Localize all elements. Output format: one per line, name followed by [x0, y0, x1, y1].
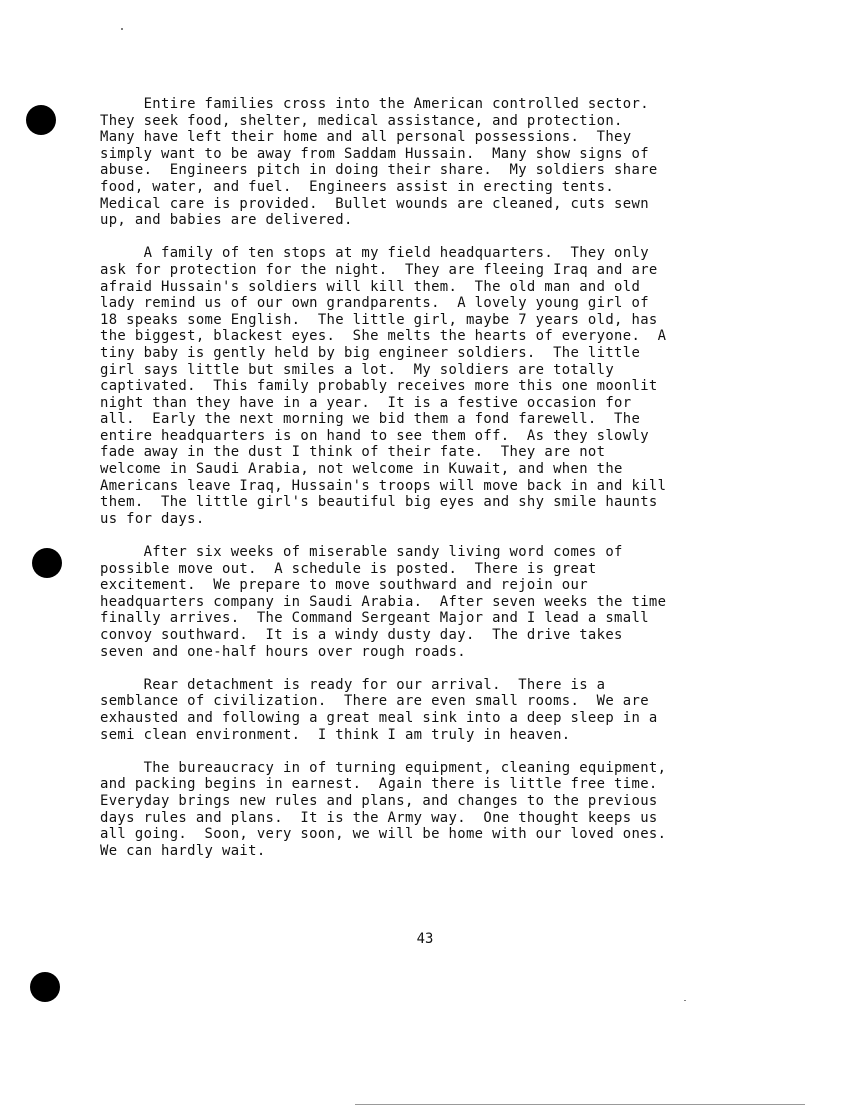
- body-text: [100, 96, 820, 876]
- punch-hole: [32, 548, 62, 578]
- scan-edge-line: [355, 1104, 805, 1105]
- scan-speck: [684, 1000, 686, 1001]
- scan-speck: [121, 28, 123, 30]
- paragraph: After six weeks of miserable sandy living word comes of possible move out. A schedule is posted. There is great excitement. We prepare to move southward and rejoin our headquarters company in Saudi Arabia. After seven weeks the time finally arrives. The Command Sergeant Major and I lead a small convoy southward. It is a windy dusty day. The drive takes seven and one-half hours over rough roads.: [100, 544, 667, 660]
- punch-hole: [26, 105, 56, 135]
- paragraph: The bureaucracy in of turning equipment, cleaning equipment, and packing begins in earnest. Again there is little free time. Everyday brings new rules and plans, and changes to the previous days rules and plans. It is the Army way. One thought keeps us all going. Soon, very soon, we will be home with our loved ones. We can hardly wait.: [100, 759, 667, 859]
- punch-hole: [30, 972, 60, 1002]
- paragraph: Rear detachment is ready for our arrival. There is a semblance of civilization. There are even small rooms. We are exhausted and following a great meal sink into a deep sleep in a semi clean environment. I think I am truly in heaven.: [100, 676, 658, 743]
- paragraph: Entire families cross into the American controlled sector. They seek food, shelter, medical assistance, and protection. Many have left their home and all personal possessions. They simply want to be away from Saddam Hussain. Many show signs of abuse. Engineers pitch in doing their share. My soldiers share food, water, and fuel. Engineers assist in erecting tents. Medical care is provided. Bullet wounds are cleaned, cuts sewn up, and babies are delivered.: [100, 96, 658, 229]
- page-number: 43: [416, 931, 434, 947]
- paragraph: A family of ten stops at my field headquarters. They only ask for protection for the night. They are fleeing Iraq and are afraid Hussain's soldiers will kill them. The old man and old lady remind us of our own grandparents. A lovely young girl of 18 speaks some English. The little girl, maybe 7 years old, has the biggest, blackest eyes. She melts the hearts of everyone. A tiny baby is gently held by big engineer soldiers. The little girl says little but smiles a lot. My soldiers are totally captivated. This family probably receives more this one moonlit night than they have in a year. It is a festive occasion for all. Early the next morning we bid them a fond farewell. The entire headquarters is on hand to see them off. As they slowly fade away in the dust I think of their fate. They are not welcome in Saudi Arabia, not welcome in Kuwait, and when the Americans leave Iraq, Hussain's troops will move back in and kill them. The little girl's beautiful big eyes and shy smile haunts us for days.: [100, 245, 667, 527]
